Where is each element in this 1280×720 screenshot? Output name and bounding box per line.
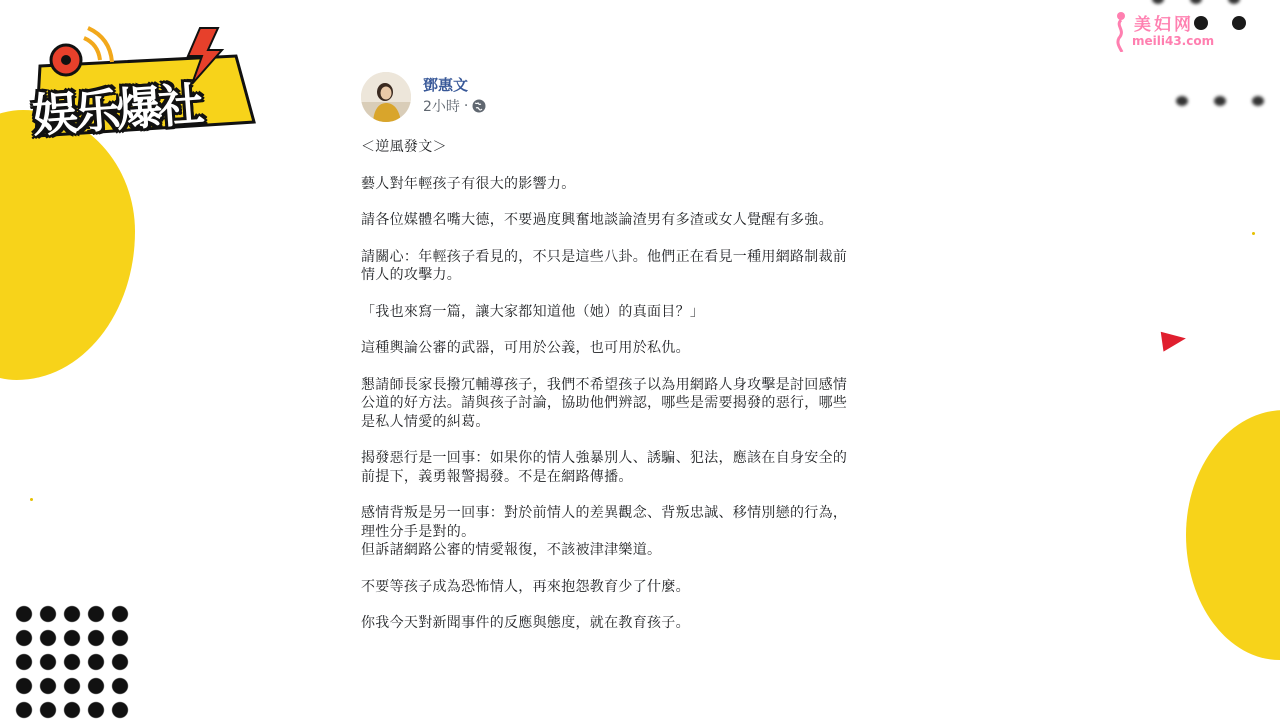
post-time[interactable]: 2小時: [423, 99, 460, 115]
globe-icon[interactable]: [472, 99, 486, 113]
dot-pattern: [12, 602, 132, 720]
paragraph-line: 揭發惡行是一回事：如果你的情人強暴別人、誘騙、犯法，應該在自身安全的: [361, 450, 848, 466]
post-body: [361, 138, 911, 651]
decor-dot: [1214, 96, 1226, 106]
post-paragraph: [361, 376, 911, 432]
decor-speck: [30, 498, 33, 501]
decor-dot: [1228, 0, 1240, 4]
lady-silhouette-icon: [1112, 10, 1130, 52]
paragraph-line: 是私人情愛的糾葛。: [361, 413, 490, 430]
red-triangle-icon: [1161, 328, 1188, 351]
decor-dot: [1190, 0, 1202, 4]
post-paragraph: [361, 175, 911, 194]
post-paragraph: [361, 138, 911, 157]
paragraph-line: 理性分手是對的。: [361, 523, 476, 540]
yellow-blob-left: [0, 110, 135, 380]
post-meta: [423, 96, 486, 116]
post-paragraph: [361, 211, 911, 230]
facebook-post: [345, 60, 925, 720]
logo-text: 娱乐爆社: [30, 77, 202, 143]
meta-separator: ·: [463, 98, 469, 114]
paragraph-line: 藝人對年輕孩子有很大的影響力。: [361, 175, 576, 192]
post-paragraph: [361, 339, 911, 358]
decor-dot: [1252, 96, 1264, 106]
paragraph-line: 前提下，義勇報警揭發。不是在網路傳播。: [361, 468, 633, 485]
post-paragraph: [361, 504, 911, 560]
decor-dot: [1152, 0, 1164, 4]
decor-speck: [1252, 232, 1255, 235]
post-paragraph: [361, 303, 911, 322]
paragraph-line: 請各位媒體名嘴大德，不要過度興奮地談論渣男有多渣或女人覺醒有多強。: [361, 212, 833, 228]
paragraph-line: 這種輿論公審的武器，可用於公義，也可用於私仇。: [361, 340, 690, 356]
decor-dot: [1176, 96, 1188, 106]
paragraph-line: 公道的好方法。請與孩子討論，協助他們辨認，哪些是需要揭發的惡行，哪些: [361, 395, 848, 411]
watermark-url: meili43.com: [1132, 34, 1215, 48]
paragraph-line: 感情背叛是另一回事：對於前情人的差異觀念、背叛忠誠、移情別戀的行為，: [361, 505, 848, 521]
brand-logo: [22, 18, 262, 146]
post-paragraph: [361, 578, 911, 597]
paragraph-line: 「我也來寫一篇，讓大家都知道他（她）的真面目？」: [361, 303, 705, 320]
paragraph-line: 你我今天對新聞事件的反應與態度，就在教育孩子。: [361, 615, 690, 631]
yellow-blob-right: [1186, 410, 1280, 660]
paragraph-line: ＜逆風發文＞: [361, 139, 447, 155]
post-paragraph: [361, 248, 911, 285]
avatar-image: [361, 72, 411, 122]
watermark: [1112, 8, 1272, 54]
paragraph-line: 情人的攻擊力。: [361, 267, 462, 283]
watermark-name: 美妇网: [1134, 15, 1194, 35]
post-paragraph: [361, 614, 911, 633]
author-name[interactable]: 鄧惠文: [423, 76, 469, 94]
paragraph-line: 懇請師長家長撥冗輔導孩子，我們不希望孩子以為用網路人身攻擊是討回感情: [361, 376, 848, 393]
paragraph-line: 不要等孩子成為恐怖情人，再來抱怨教育少了什麼。: [361, 578, 690, 595]
author-avatar[interactable]: [361, 72, 411, 122]
post-paragraph: [361, 449, 911, 486]
paragraph-line: 但訴諸網路公審的情愛報復，不該被津津樂道。: [361, 542, 662, 558]
paragraph-line: 請關心：年輕孩子看見的，不只是這些八卦。他們正在看見一種用網路制裁前: [361, 248, 848, 265]
post-header: [361, 72, 761, 124]
